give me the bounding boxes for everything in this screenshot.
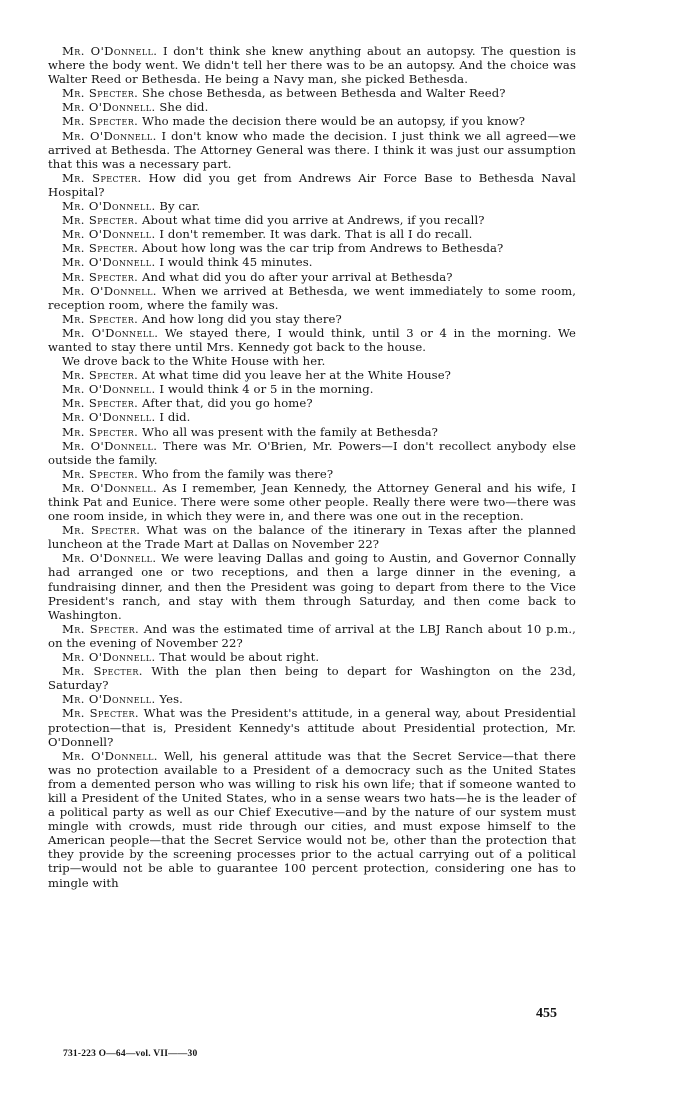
paragraph-text: She chose Bethesda, as between Bethesda and Walter Reed? bbox=[142, 86, 506, 101]
speaker-name: Mr. O'Donnell. bbox=[62, 748, 158, 763]
paragraph-text: And what did you do after your arrival at Bethesda? bbox=[142, 269, 453, 284]
transcript-paragraph bbox=[48, 213, 576, 227]
speaker-name: Mr. O'Donnell. bbox=[62, 551, 157, 566]
paragraph-text: There was Mr. O'Brien, Mr. Powers—I don't recollect anybody else outside the family. bbox=[48, 438, 577, 467]
speaker-name: Mr. O'Donnell. bbox=[62, 128, 157, 143]
transcript-paragraph bbox=[48, 312, 576, 326]
paragraph-text: Who made the decision there would be an autopsy, if you know? bbox=[142, 114, 526, 129]
speaker-name: Mr. O'Donnell. bbox=[62, 480, 158, 495]
page-number: 455 bbox=[536, 1006, 557, 1021]
paragraph-text: And was the estimated time of arrival at the LBJ Ranch about 10 p.m., on the evening of November 22? bbox=[48, 621, 576, 650]
speaker-name: Mr. Specter. bbox=[62, 523, 141, 538]
paragraph-text: What was on the balance of the itinerary in Texas after the planned luncheon at the Trade Mart at Dallas on November 22? bbox=[48, 523, 576, 552]
speaker-name: Mr. Specter. bbox=[62, 706, 140, 721]
paragraph-text: I did. bbox=[159, 410, 191, 425]
transcript-paragraph bbox=[48, 622, 576, 650]
transcript-paragraph bbox=[48, 551, 576, 621]
speaker-name: Mr. O'Donnell. bbox=[62, 227, 156, 242]
transcript-paragraph bbox=[48, 100, 576, 114]
print-code: 731-223 O—64—vol. VII——30 bbox=[63, 1049, 198, 1059]
paragraph-text: That would be about right. bbox=[159, 650, 320, 665]
paragraph-text: When we arrived at Bethesda, we went immediately to some room, reception room, where the family was. bbox=[48, 283, 577, 312]
transcript-paragraph bbox=[48, 523, 576, 551]
speaker-name: Mr. Specter. bbox=[62, 311, 139, 326]
paragraph-text: About how long was the car trip from Andrews to Bethesda? bbox=[142, 241, 504, 256]
speaker-name: Mr. Specter. bbox=[62, 466, 139, 481]
speaker-name: Mr. O'Donnell. bbox=[62, 650, 156, 665]
transcript-paragraph bbox=[48, 650, 576, 664]
transcript-paragraph bbox=[48, 664, 576, 692]
paragraph-text: I would think 4 or 5 in the morning. bbox=[159, 382, 374, 397]
transcript-paragraph bbox=[48, 706, 576, 748]
paragraph-text: Yes. bbox=[159, 692, 183, 707]
paragraph-text: By car. bbox=[159, 199, 201, 214]
paragraph-text: We stayed there, I would think, until 3 or 4 in the morning. We wanted to stay there until Mrs. Kennedy got back to the house. bbox=[48, 325, 577, 354]
paragraph-text: How did you get from Andrews Air Force Base to Bethesda Naval Hospital? bbox=[48, 170, 576, 199]
paragraph-text: I don't think she knew anything about an autopsy. The question is where the body went. We didn't tell her there was to be an autopsy. And the choice was Walter Reed or Bethesda. He being a Navy man, she picked Bethesda. bbox=[48, 44, 577, 87]
transcript-paragraph bbox=[48, 481, 576, 523]
speaker-name: Mr. Specter. bbox=[62, 269, 139, 284]
transcript-paragraph bbox=[48, 255, 576, 269]
transcript-paragraph bbox=[48, 410, 576, 424]
transcript-paragraph bbox=[48, 171, 576, 199]
transcript-paragraph bbox=[48, 44, 576, 86]
speaker-name: Mr. O'Donnell. bbox=[62, 199, 156, 214]
paragraph-text: With the plan then being to depart for Washington on the 23d, Saturday? bbox=[48, 664, 576, 693]
paragraph-text: We drove back to the White House with her. bbox=[62, 354, 326, 369]
paragraph-text: I would think 45 minutes. bbox=[159, 255, 313, 270]
speaker-name: Mr. O'Donnell. bbox=[62, 44, 158, 58]
transcript-paragraph bbox=[48, 354, 576, 368]
transcript-paragraph bbox=[48, 199, 576, 213]
transcript-paragraph bbox=[48, 270, 576, 284]
transcript-paragraph bbox=[48, 439, 576, 467]
transcript-body bbox=[48, 44, 576, 890]
paragraph-text: About what time did you arrive at Andrews, if you recall? bbox=[142, 213, 485, 228]
paragraph-text: Who all was present with the family at Bethesda? bbox=[142, 424, 438, 439]
transcript-paragraph bbox=[48, 382, 576, 396]
speaker-name: Mr. O'Donnell. bbox=[62, 438, 158, 453]
speaker-name: Mr. O'Donnell. bbox=[62, 692, 156, 707]
paragraph-text: As I remember, Jean Kennedy, the Attorney General and his wife, I think Pat and Eunice. There were some other people. Really there were two—there was one room inside, in which they were in, and there was one out in the reception. bbox=[48, 480, 577, 524]
speaker-name: Mr. O'Donnell. bbox=[62, 325, 159, 340]
speaker-name: Mr. Specter. bbox=[62, 170, 142, 185]
paragraph-text: What was the President's attitude, in a general way, about Presidential protection—that is, President Kennedy's attitude about Presidential protection, Mr. O'Donnell? bbox=[48, 706, 576, 749]
paragraph-text: And how long did you stay there? bbox=[142, 311, 342, 326]
transcript-paragraph bbox=[48, 86, 576, 100]
transcript-paragraph bbox=[48, 326, 576, 354]
speaker-name: Mr. Specter. bbox=[62, 368, 139, 383]
speaker-name: Mr. O'Donnell. bbox=[62, 382, 156, 397]
transcript-paragraph bbox=[48, 396, 576, 410]
paragraph-text: Who from the family was there? bbox=[142, 466, 334, 481]
paragraph-text: We were leaving Dallas and going to Austin, and Governor Connally had arranged one or two receptions, and then a large dinner in the evening, a fundraising dinner, and then the President was going to depart from there to the Vice President's ranch, and stay with them through Saturday, and then come back to Washington. bbox=[48, 551, 576, 622]
transcript-paragraph bbox=[48, 692, 576, 706]
transcript-paragraph bbox=[48, 467, 576, 481]
speaker-name: Mr. Specter. bbox=[62, 424, 139, 439]
transcript-paragraph bbox=[48, 227, 576, 241]
paragraph-text: After that, did you go home? bbox=[142, 396, 313, 411]
transcript-paragraph bbox=[48, 749, 576, 890]
speaker-name: Mr. O'Donnell. bbox=[62, 410, 156, 425]
paragraph-text: She did. bbox=[159, 100, 209, 115]
speaker-name: Mr. O'Donnell. bbox=[62, 283, 157, 298]
speaker-name: Mr. Specter. bbox=[62, 621, 140, 636]
paragraph-text: I don't remember. It was dark. That is all I do recall. bbox=[159, 227, 473, 242]
speaker-name: Mr. Specter. bbox=[62, 241, 139, 256]
transcript-paragraph bbox=[48, 129, 576, 171]
transcript-paragraph bbox=[48, 114, 576, 128]
paragraph-text: At what time did you leave her at the White House? bbox=[142, 368, 451, 383]
transcript-paragraph bbox=[48, 241, 576, 255]
transcript-paragraph bbox=[48, 425, 576, 439]
transcript-paragraph bbox=[48, 368, 576, 382]
paragraph-text: I don't know who made the decision. I just think we all agreed—we arrived at Bethesda. The Attorney General was there. I think it was just our assumption that this was a necessary part. bbox=[48, 128, 576, 171]
speaker-name: Mr. Specter. bbox=[62, 86, 139, 101]
speaker-name: Mr. O'Donnell. bbox=[62, 100, 156, 115]
paragraph-text: Well, his general attitude was that the Secret Service—that there was no protection available to a President of a democracy such as the United States from a demented person who was willing to risk his own life; that if someone wanted to kill a President of the United States, who in a sense wears two hats—he is the leader of a political party as well as our Chief Executive—and by the nature of our system must mingle with crowds, must ride through our cities, and must expose himself to the American people—that the Secret Service would not be, other than the protection that they provide by the screening processes prior to the actual carrying out of a political trip—would not be able to guarantee 100 percent protection, considering one has to mingle with bbox=[48, 748, 577, 890]
speaker-name: Mr. Specter. bbox=[62, 114, 139, 129]
speaker-name: Mr. Specter. bbox=[62, 664, 143, 679]
speaker-name: Mr. O'Donnell. bbox=[62, 255, 156, 270]
transcript-paragraph bbox=[48, 284, 576, 312]
speaker-name: Mr. Specter. bbox=[62, 213, 139, 228]
speaker-name: Mr. Specter. bbox=[62, 396, 139, 411]
